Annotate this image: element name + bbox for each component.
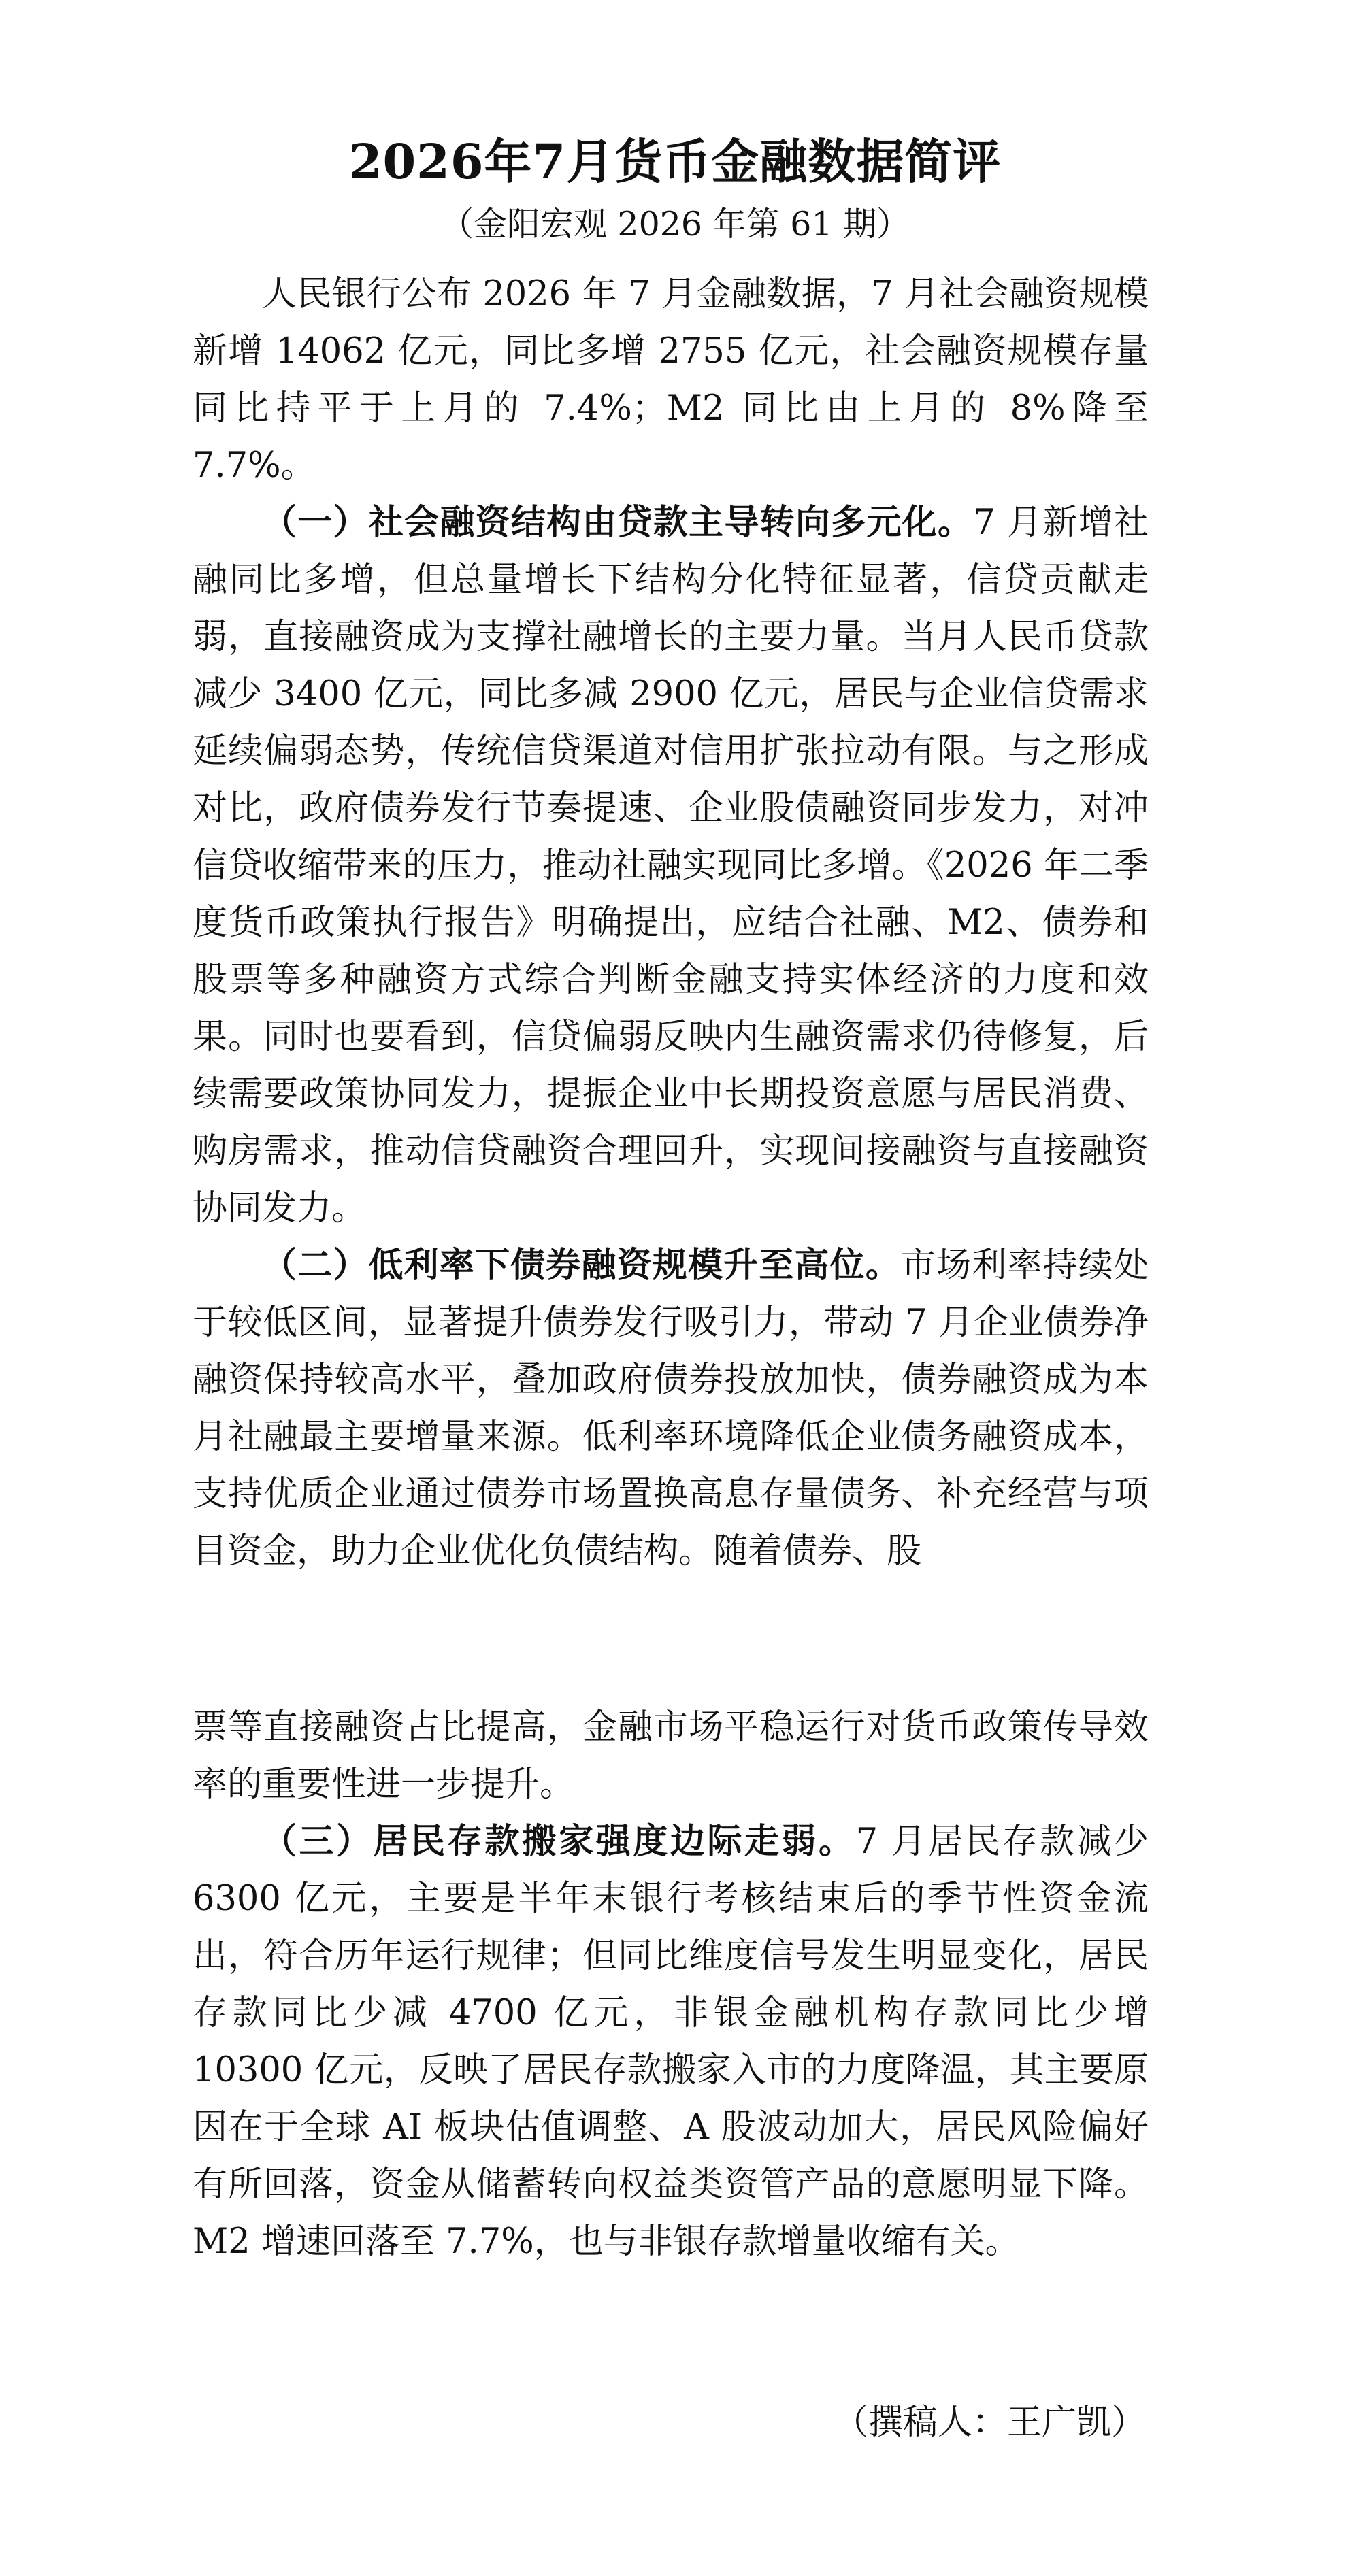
section-2-continuation: 票等直接融资占比提高，金融市场平稳运行对货币政策传导效率的重要性进一步提升。 [193,1707,1149,1805]
article-body-part-2 [193,1699,1149,2271]
author-credit: （撰稿人：王广凯） [833,2403,1146,2443]
intro-paragraph: 人民银行公布 2026 年 7 月金融数据，7 月社会融资规模新增 14062 亿元，同比多增 2755 亿元，社会融资规模存量同比持平于上月的 7.4%；M2 同比由上月的 8%降至 7.7%。 [193,274,1149,486]
section-3-heading: （三）居民存款搬家强度边际走弱。 [262,1822,856,1862]
document-subtitle: （金阳宏观 2026 年第 61 期） [440,205,910,244]
section-2-paragraph [193,1237,1149,1580]
section-2-heading: （二）低利率下债券融资规模升至高位。 [262,1245,901,1286]
document-title: 2026年7月货币金融数据简评 [348,133,1002,190]
article-body-part-1 [193,266,1149,1580]
section-3-body: 7 月居民存款减少 6300 亿元，主要是半年末银行考核结束后的季节性资金流出，符合历年运行规律；但同比维度信号发生明显变化，居民存款同比少减 4700 亿元，非银金融机构存款同比少增 10300 亿元，反映了居民存款搬家入市的力度降温，其主要原因在于全球 AI 板块估值调整、A 股波动加大，居民风险偏好有所回落，资金从储蓄转向权益类资管产品的意愿明显下降。M2 增速回落至 7.7%，也与非银存款增量收缩有关。 [193,1822,1149,2262]
section-1-body: 7 月新增社融同比多增，但总量增长下结构分化特征显著，信贷贡献走弱，直接融资成为支撑社融增长的主要力量。当月人民币贷款减少 3400 亿元，同比多减 2900 亿元，居民与企业信贷需求延续偏弱态势，传统信贷渠道对信用扩张拉动有限。与之形成对比，政府债券发行节奏提速、企业股债融资同步发力，对冲信贷收缩带来的压力，推动社融实现同比多增。《2026 年二季度货币政策执行报告》明确提出，应结合社融、M2、债券和股票等多种融资方式综合判断金融支持实体经济的力度和效果。同时也要看到，信贷偏弱反映内生融资需求仍待修复，后续需要政策协同发力，提振企业中长期投资意愿与居民消费、购房需求，推动信贷融资合理回升，实现间接融资与直接融资协同发力。 [193,503,1149,1228]
section-2-body-part-1: 市场利率持续处于较低区间，显著提升债券发行吸引力，带动 7 月企业债券净融资保持较高水平，叠加政府债券投放加快，债券融资成为本月社融最主要增量来源。低利率环境降低企业债务融资成本，支持优质企业通过债券市场置换高息存量债务、补充经营与项目资金，助力企业优化负债结构。随着债券、股 [193,1245,1149,1571]
section-3-paragraph [193,1813,1149,2271]
section-1-heading: （一）社会融资结构由贷款主导转向多元化。 [262,503,974,543]
section-1-paragraph [193,495,1149,1237]
